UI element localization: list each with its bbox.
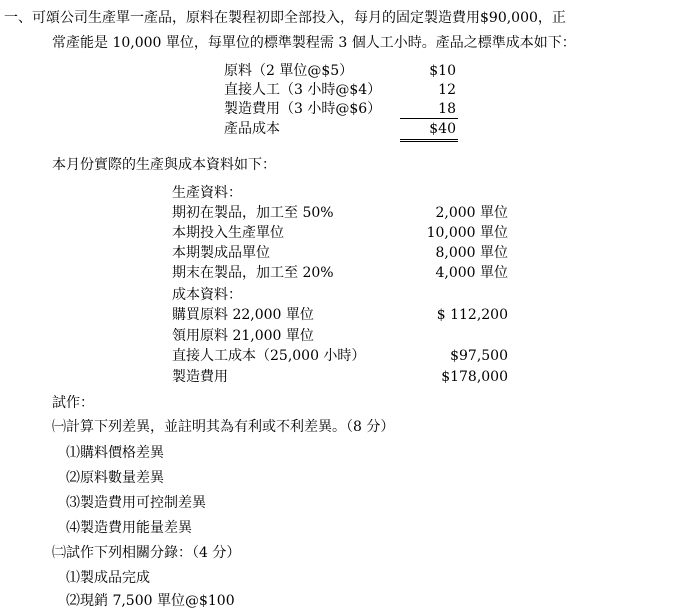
standard-cost-label: 製造費用（3 小時@$6） (224, 101, 382, 117)
cost-row-value: $ 112,200 (436, 307, 508, 323)
standard-cost-value: 12 (438, 82, 456, 98)
production-row-label: 本期投入生產單位 (172, 225, 284, 241)
cost-row-value: $178,000 (441, 369, 508, 385)
standard-cost-value: 18 (438, 101, 456, 117)
task-part-1-item: ⑷製造費用能量差異 (66, 520, 192, 536)
actual-data-intro: 本月份實際的生產與成本資料如下： (52, 157, 276, 173)
production-row-value: 2,000 單位 (435, 205, 508, 221)
standard-cost-total-value: $40 (429, 121, 456, 137)
standard-cost-label: 原料（2 單位@$5） (224, 63, 354, 79)
question-number: 一、 (4, 10, 32, 26)
cost-row-label: 直接人工成本（25,000 小時） (172, 348, 366, 364)
production-row-value: 10,000 單位 (426, 225, 508, 241)
standard-cost-value: $10 (429, 63, 456, 79)
standard-cost-total-label: 產品成本 (224, 121, 280, 137)
task-part-1-item: ⑵原料數量差異 (66, 470, 164, 486)
task-part-2-item: ⑵現銷 7,500 單位@$100 (66, 593, 235, 609)
question-line-2: 常產能是 10,000 單位，每單位的標準製程需 3 個人工小時。產品之標準成本如下： (52, 35, 576, 51)
tasks-heading: 試作： (52, 395, 94, 411)
total-double-underline (400, 139, 458, 142)
standard-cost-label: 直接人工（3 小時@$4） (224, 82, 382, 98)
task-part-1-item: ⑶製造費用可控制差異 (66, 495, 206, 511)
production-row-label: 本期製成品單位 (172, 245, 270, 261)
production-row-label: 期末在製品，加工至 20% (172, 265, 334, 281)
production-row-label: 期初在製品，加工至 50% (172, 205, 334, 221)
task-part-1-item: ⑴購料價格差異 (66, 445, 164, 461)
production-row-value: 8,000 單位 (435, 245, 508, 261)
task-part-2: ㈡試作下列相關分錄：（4 分） (52, 545, 241, 561)
production-row-value: 4,000 單位 (435, 265, 508, 281)
task-part-2-item: ⑴製成品完成 (66, 570, 150, 586)
cost-row-value: $97,500 (450, 348, 508, 364)
production-heading: 生產資料： (172, 185, 242, 201)
cost-row-label: 購買原料 22,000 單位 (172, 307, 314, 323)
cost-row-label: 製造費用 (172, 369, 228, 385)
task-part-1: ㈠計算下列差異，並註明其為有利或不利差異。（8 分） (52, 419, 395, 435)
question-line-1: 可頌公司生產單一產品，原料在製程初即全部投入，每月的固定製造費用$90,000，正 (32, 10, 566, 26)
cost-row-label: 領用原料 21,000 單位 (172, 328, 314, 344)
cost-heading: 成本資料： (172, 287, 242, 303)
